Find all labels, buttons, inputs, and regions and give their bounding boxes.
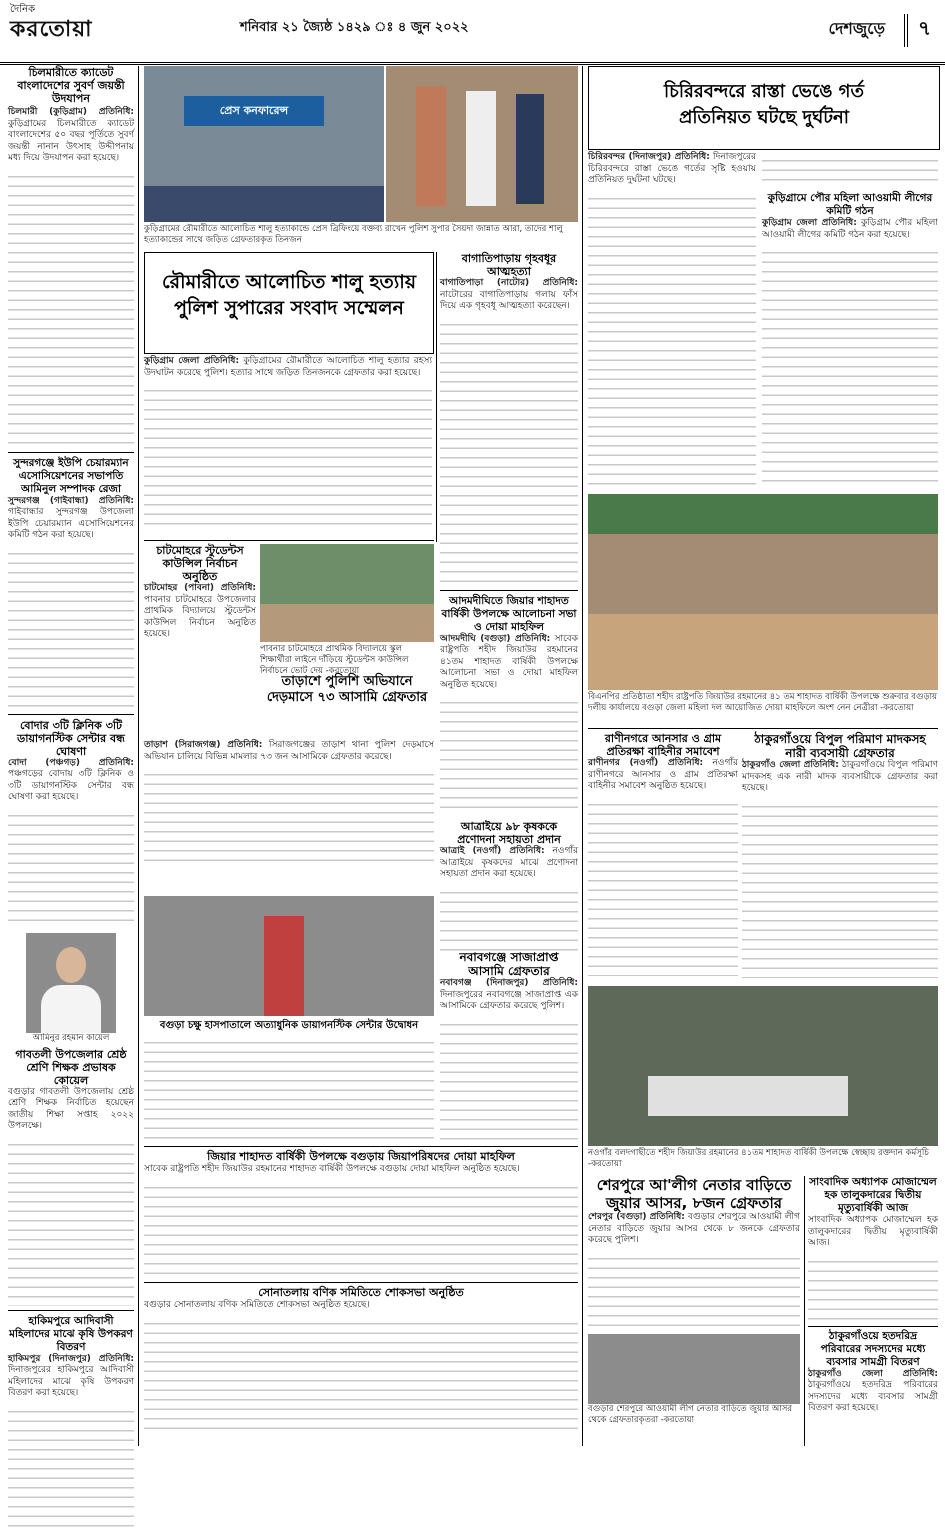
headline-bagatipara: বাগাতিপাড়ায় গৃহবধূর আত্মহত্যা bbox=[461, 252, 557, 278]
divider bbox=[144, 1282, 578, 1283]
zia-bogura-article bbox=[144, 1150, 578, 1280]
body-bagatipara: নাটোরের বাগাতিপাড়ায় গলায় ফাঁস দিয়ে এক গৃহবধূ আত্মহত্যা করেছেন। bbox=[440, 289, 578, 311]
byline-main: কুড়িগ্রাম জেলা প্রতিনিধি: bbox=[144, 356, 240, 366]
body-sonatala: বগুড়ার সোনাতলায় বণিক সমিতিতে শোকসভা অনুষ্ঠিত হয়েছে। bbox=[144, 1300, 370, 1310]
school-election-photo bbox=[260, 544, 434, 642]
text-block-sonatala bbox=[144, 1315, 578, 1435]
portrait-photo bbox=[26, 933, 116, 1033]
body-chirirbandar: দিনাজপুরের চিরিরবন্দরে রাস্তা ভেঙে গর্তের সৃষ্টি হওয়ায় প্রতিনিয়ত দুর্ঘটনা ঘটছে। bbox=[588, 152, 756, 185]
masthead bbox=[0, 0, 945, 65]
main-article-body bbox=[144, 356, 432, 536]
byline-bagatipara: বাগাতিপাড়া (নাটোর) প্রতিনিধি: bbox=[440, 278, 578, 288]
hospital-inauguration-photo bbox=[144, 896, 434, 1016]
text-block-mozammel bbox=[808, 1253, 938, 1323]
headline-sundarganj: সুন্দরগঞ্জে ইউপি চেয়ারম্যান এসোসিয়েশনের সভাপতি আমিনুল সম্পাদক রেজা bbox=[13, 456, 129, 495]
body-gabtoli: বগুড়ার গাবতলী উপজেলায় শ্রেষ্ঠ শ্রেণি শিক্ষক নির্বাচিত হয়েছেন জাতীয় শিক্ষা সপ্তাহ ২০২২ উপলক্ষে। bbox=[8, 1086, 134, 1131]
byline-raninagar: রাণীনগর (নওগাঁ) প্রতিনিধি: bbox=[588, 758, 704, 768]
press-conference-photo bbox=[144, 66, 384, 222]
kurigram-mohila-article bbox=[762, 152, 938, 492]
shirt-shape bbox=[41, 985, 101, 1033]
headline-gabtoli: গাবতলী উপজেলার শ্রেষ্ঠ শ্রেণি শিক্ষক প্রভাষক কোয়েল bbox=[15, 1047, 127, 1087]
text-block-sherpur bbox=[588, 1250, 800, 1330]
text-block-chilmari bbox=[8, 168, 134, 448]
body-zia-bogura: সাবেক রাষ্ট্রপতি শহীদ জিয়াউর রহমানের শাহাদত বার্ষিকী উপলক্ষে বগুড়ায় দোয়া মাহফিল অনুষ্ঠিত হয়েছে। bbox=[144, 1164, 520, 1174]
text-block-atrai bbox=[440, 884, 578, 954]
page-number: ৭ bbox=[904, 14, 931, 47]
bagatipara-article bbox=[440, 252, 578, 812]
body-adamdighi: সাবেক রাষ্ট্রপতি শহীদ জিয়াউর রহমানের ৪১তম শাহাদত বার্ষিকী উপলক্ষে আলোচনা সভা ও দোয়া মাহফিল অনুষ্ঠিত হয়েছে। bbox=[440, 633, 578, 690]
text-block-adamdighi bbox=[440, 694, 578, 814]
column-rule bbox=[436, 252, 437, 542]
right-headline-line1: চিরিরবন্দরে রাস্তা ভেঙে গর্ত bbox=[664, 81, 864, 102]
headline-adamdighi: আদমদীঘিতে জিয়ার শাহাদত বার্ষিকী উপলক্ষে আলোচনা সভা ও দোয়া মাহফিল bbox=[441, 594, 577, 633]
body-thakurgaon-drug: ঠাকুরগাঁওয়ে বিপুল পরিমাণ মাদকসহ এক নারী মাদক ব্যবসায়ীকে গ্রেফতার করা হয়েছে। bbox=[742, 760, 938, 793]
tarash-body bbox=[144, 740, 434, 890]
byline-adamdighi: আদমদীঘি (বগুড়া) প্রতিনিধি: bbox=[440, 633, 551, 644]
dua-mahfil-photo bbox=[588, 494, 938, 690]
person-shape bbox=[466, 91, 496, 206]
banner-sign: প্রেস কনফারেন্স bbox=[184, 96, 324, 126]
text-block-hospital bbox=[144, 1034, 434, 1144]
byline-thakurgaon-drug: ঠাকুরগাঁও জেলা প্রতিনিধি: bbox=[742, 760, 839, 770]
text-block-bagatipara bbox=[440, 316, 578, 586]
text-block-raninagar bbox=[588, 796, 738, 976]
chirirbandar-article bbox=[588, 152, 756, 492]
chatmohar-article bbox=[144, 544, 256, 739]
column-rule bbox=[138, 66, 139, 1446]
dateline: শনিবার ২১ জ্যৈষ্ঠ ১৪২৯ ঃ ৪ জুন ২০২২ bbox=[240, 20, 469, 35]
divider bbox=[808, 1326, 938, 1327]
right-headline-line2: প্রতিনিয়ত ঘটছে দুর্ঘটনা bbox=[678, 107, 850, 128]
text-block-thakurgaon-drug bbox=[742, 798, 938, 978]
arrest-photo bbox=[588, 1334, 800, 1404]
body-raninagar: নওগাঁর রাণীনগরে আনসার ও গ্রাম প্রতিরক্ষা বাহিনীর সমাবেশ অনুষ্ঠিত হয়েছে। bbox=[588, 758, 738, 791]
body-sundarganj: গাইবান্ধার সুন্দরগঞ্জ উপজেলা ইউপি চেয়ারম্যান এসোসিয়েশনের কমিটি গঠন করা হয়েছে। bbox=[8, 507, 134, 540]
logo-name: করতোয়া bbox=[10, 17, 93, 42]
body-hakimpur: দিনাজপুরের হাকিমপুরে আদিবাসী মহিলাদের মাঝে কৃষি উপকরণ বিতরণ করা হয়েছে। bbox=[8, 1365, 134, 1398]
raninagar-article bbox=[588, 732, 738, 982]
headline-chatmohar: চাটমোহরে স্টুডেন্টস কাউন্সিল নির্বাচন অনুষ্ঠিত bbox=[156, 544, 244, 583]
left-column bbox=[8, 66, 134, 1446]
text-block-main bbox=[144, 382, 432, 532]
body-tarash: সিরাজগঞ্জের তাড়াশ থানা পুলিশ দেড়মাসে অভিযান চালিয়ে বিভিন্ন মামলার ৭৩ জন আসামিকে গ্রেফতার করেছে। bbox=[144, 740, 434, 762]
divider bbox=[8, 714, 134, 715]
body-nawabganj: দিনাজপুরের নবাবগঞ্জে সাজাপ্রাপ্ত এক আসামিকে গ্রেফতার করেছে পুলিশ। bbox=[440, 989, 578, 1011]
headline-atrai: আত্রাইয়ে ৯৮ কৃষককে প্রণোদনা সহায়তা প্রদান bbox=[457, 820, 561, 846]
arrest-caption: বগুড়ার শেরপুরে আওয়ামী লীগ নেতার বাড়িতে জুয়ার আসর থেকে গ্রেফতারকৃতরা -করতোয়া bbox=[588, 1403, 793, 1425]
bed-shape bbox=[648, 1076, 848, 1116]
arrested-men-photo bbox=[386, 66, 578, 222]
headline-tarash: তাড়াশে পুলিশি অভিযানে দেড়মাসে ৭৩ আসামি গ্রেফতার bbox=[266, 674, 428, 705]
headline-nawabganj: নবাবগঞ্জে সাজাপ্রাপ্ত আসামি গ্রেফতার bbox=[459, 950, 559, 978]
divider bbox=[440, 590, 578, 591]
right-top-headline-box bbox=[588, 66, 940, 150]
byline-boda: বোদা (পঞ্চগড়) প্রতিনিধি: bbox=[8, 757, 134, 768]
headline-chilmari: চিলমারীতে ক্যাডেট বাংলাদেশের সুবর্ণ জয়ন্তী উদযাপন bbox=[17, 66, 125, 105]
right-bottom-column bbox=[808, 1176, 938, 1446]
body-kurigram-mohila: কুড়িগ্রাম পৌর মহিলা আওয়ামী লীগের কমিটি গঠন করা হয়েছে। bbox=[762, 218, 938, 240]
byline-nawabganj: নবাবগঞ্জ (দিনাজপুর) প্রতিনিধি: bbox=[440, 978, 578, 988]
headline-kurigram-mohila: কুড়িগ্রামে পৌর মহিলা আওয়ামী লীগের কমিটি গঠন bbox=[767, 192, 933, 217]
text-block-nawabganj bbox=[440, 1016, 578, 1146]
headline-thakurgaon-poor: ঠাকুরগাঁওয়ে হতদরিদ্র পরিবারের সদস্যদের মধ্যে ব্যবসার সামগ্রী বিতরণ bbox=[820, 1329, 926, 1368]
byline-atrai: আত্রাই (নওগাঁ) প্রতিনিধি: bbox=[440, 846, 545, 856]
text-block-hakimpur bbox=[8, 1403, 134, 1533]
headline-sonatala: সোনাতলায় বণিক সমিতিতে শোকসভা অনুষ্ঠিত bbox=[258, 1286, 464, 1299]
face-shape bbox=[56, 947, 86, 983]
text-block-sundarganj bbox=[8, 545, 134, 710]
headline-sherpur-line1: শেরপুরে আ'লীগ নেতার বাড়িতে bbox=[596, 1176, 792, 1194]
body-boda: পঞ্চগড়ের বোদায় ৩টি ক্লিনিক ও ৩টি ডায়াগনস্টিক সেন্টার বন্ধ ঘোষণা করা হয়েছে। bbox=[8, 769, 134, 802]
byline-chirirbandar: চিরিরবন্দর (দিনাজপুর) প্রতিনিধি: bbox=[588, 152, 710, 162]
body-mozammel: সাংবাদিক অধ্যাপক মোজাম্মেল হক তালুকদারের দ্বিতীয় মৃত্যুবার্ষিকী আজ। bbox=[808, 1215, 938, 1248]
body-sherpur: বগুড়ার শেরপুরে আওয়ামী লীগ নেতার বাড়িতে জুয়ার আসর থেকে ৮ জনকে গ্রেফতার করেছে পুলিশ। bbox=[588, 1212, 800, 1245]
headline-boda: বোদার ৩টি ক্লিনিক ৩টি ডায়াগনস্টিক সেন্টার বন্ধ ঘোষণা bbox=[17, 718, 125, 758]
text-block-tarash bbox=[144, 766, 434, 866]
thakurgaon-drug-article bbox=[742, 732, 938, 982]
photo-caption-main: কুড়িগ্রামের রৌমারীতে আলোচিত শালু হত্যাকান্ডে প্রেস ব্রিফিংয়ে বক্তব্য রাখেন পুলিশ সুপার সৈয়দা জান্নাত আরা, তাদের শালু হত্যাকান্ডের সাথে জড়িত গ্রেফতারকৃত তিনজন bbox=[144, 224, 563, 245]
column-rule bbox=[582, 66, 583, 1446]
person-shape bbox=[516, 94, 544, 204]
logo-small-text: দৈনিক bbox=[10, 4, 36, 15]
person-shape bbox=[416, 86, 446, 206]
text-block-gabtoli bbox=[8, 1136, 134, 1306]
blood-donation-photo bbox=[588, 986, 938, 1146]
headline-zia-bogura: জিয়ার শাহাদত বার্ষিকী উপলক্ষে বগুড়ায় জিয়াপরিষদের দোয়া মাহফিল bbox=[207, 1150, 515, 1163]
body-atrai: নওগাঁর আত্রাইয়ে কৃষকদের মাঝে প্রণোদনা সহায়তা প্রদান করা হয়েছে। bbox=[440, 846, 578, 879]
headline-thakurgaon-drug: ঠাকুরগাঁওয়ে বিপুল পরিমাণ মাদকসহ নারী ব্যবসায়ী গ্রেফতার bbox=[754, 732, 926, 760]
portrait-caption: আমিনুর রহমান কায়েল bbox=[32, 1032, 110, 1043]
blood-caption: নওগাঁর বলদগাছীতে শহীদ জিয়াউর রহমানের ৪১তম শাহাদত বার্ষিকী উপলক্ষে স্বেচ্ছায় রক্তদান কর্মসূচি -করতোয়া bbox=[588, 1148, 929, 1169]
body-main: কুড়িগ্রামের রৌমারীতে আলোচিত শালু হত্যার রহস্য উদঘাটন করেছে পুলিশ। হত্যার সাথে জড়িত তিনজনকে গ্রেফতার করা হয়েছে। bbox=[144, 356, 432, 378]
divider bbox=[588, 728, 938, 729]
crowd-shape bbox=[588, 614, 938, 690]
body-chilmari: কুড়িগ্রামের চিলমারীতে ক্যাডেট বাংলাদেশের ৫০ বছর পূর্তিতে সুবর্ণ জয়ন্তী নানান উৎসাহ উদ্দীপনায় মধ্য দিয়ে উদযাপন করা হয়েছে। bbox=[8, 118, 134, 163]
newspaper-logo bbox=[10, 4, 130, 58]
banner-shape bbox=[588, 494, 938, 534]
body-chatmohar: পাবনার চাটমোহরে উপজেলার প্রাথমিক বিদ্যালয়ে স্টুডেন্টস কাউন্সিল নির্বাচন অনুষ্ঠিত হয়েছে। bbox=[144, 594, 256, 639]
byline-sherpur: শেরপুর (বগুড়া) প্রতিনিধি: bbox=[588, 1212, 685, 1222]
headline-mozammel: সাংবাদিক অধ্যাপক মোজাম্মেল হক তালুকদারের দ্বিতীয় মৃত্যুবার্ষিকী আজ bbox=[809, 1176, 937, 1214]
nawabganj-article bbox=[440, 950, 578, 1140]
divider bbox=[8, 452, 134, 453]
byline-tarash: তাড়াশ (সিরাজগঞ্জ) প্রতিনিধি: bbox=[144, 740, 263, 750]
divider bbox=[144, 1146, 578, 1147]
byline-hakimpur: হাকিমপুর (দিনাজপুর) প্রতিনিধি: bbox=[8, 1353, 134, 1364]
byline-kurigram-mohila: কুড়িগ্রাম জেলা প্রতিনিধি: bbox=[762, 218, 857, 228]
headline-sherpur-line2: জুয়ার আসর, ৮জন গ্রেফতার bbox=[605, 1194, 783, 1212]
byline-thakurgaon-poor: ঠাকুরগাঁও জেলা প্রতিনিধি: bbox=[808, 1368, 938, 1379]
atrai-article bbox=[440, 820, 578, 950]
sonatala-article bbox=[144, 1286, 578, 1446]
text-block-boda bbox=[8, 807, 134, 927]
dua-caption: বিএনপির প্রতিষ্ঠাতা শহীদ রাষ্ট্রপতি জিয়াউর রহমানের ৪১ তম শাহাদত বার্ষিকী উপলক্ষে শুক্রবার বগুড়ায় দলীয় কার্যালয়ে বগুড়া জেলা মহিলা দল আয়োজিত দোয়া মাহফিলে অংশ নেন নেত্রীরা -করতোয়া bbox=[588, 692, 938, 713]
main-headline-line2: পুলিশ সুপারের সংবাদ সম্মেলন bbox=[174, 297, 404, 319]
person-shape bbox=[264, 916, 304, 1016]
text-block-continued bbox=[762, 152, 938, 188]
ground-shape bbox=[260, 604, 434, 642]
tarash-headline-box bbox=[260, 674, 434, 734]
school-caption: পাবনার চাটমোহরে প্রাথমিক বিদ্যালয়ে স্কুল শিক্ষার্থীরা লাইনে দাঁড়িয়ে স্টুডেন্টস কাউন্সিল নির্বাচনে ভোট দেয় -করতোয়া bbox=[260, 644, 409, 676]
text-block-zia-bogura bbox=[144, 1179, 578, 1274]
main-headline-line1: রৌমারীতে আলোচিত শালু হত্যায় bbox=[161, 271, 417, 293]
byline-chatmohar: চাটমোহর (পাবনা) প্রতিনিধি: bbox=[144, 583, 256, 593]
section-name: দেশজুড়ে bbox=[828, 19, 885, 38]
headline-raninagar: রাণীনগরে আনসার ও গ্রাম প্রতিরক্ষা বাহিনীর সমাবেশ bbox=[604, 732, 722, 758]
headline-hakimpur: হাকিমপুরে আদিবাসী মহিলাদের মাঝে কৃষি উপকরণ বিতরণ bbox=[9, 1314, 133, 1353]
text-block-chirirbandar bbox=[588, 190, 756, 490]
column-rule bbox=[804, 1176, 805, 1446]
byline-sundarganj: সুন্দরগঞ্জ (গাইবান্ধা) প্রতিনিধি: bbox=[8, 495, 134, 506]
table-shape bbox=[144, 186, 384, 222]
text-block-kurigram-mohila bbox=[762, 244, 938, 484]
divider bbox=[8, 1310, 134, 1311]
divider bbox=[144, 540, 434, 541]
main-headline-box bbox=[144, 252, 434, 354]
body-thakurgaon-poor: ঠাকুরগাঁওয়ে হতদরিদ্র পরিবারের সদস্যদের মধ্যে ব্যবসার সামগ্রী বিতরণ করা হয়েছে। bbox=[808, 1380, 938, 1413]
hospital-caption: বগুড়া চক্ষু হাসপাতালে অত্যাধুনিক ডায়াগনস্টিক সেন্টার উদ্বোধন bbox=[159, 1020, 419, 1031]
sherpur-article bbox=[588, 1176, 800, 1446]
byline-chilmari: চিলমারী (কুড়িগ্রাম) প্রতিনিধি: bbox=[8, 107, 134, 117]
